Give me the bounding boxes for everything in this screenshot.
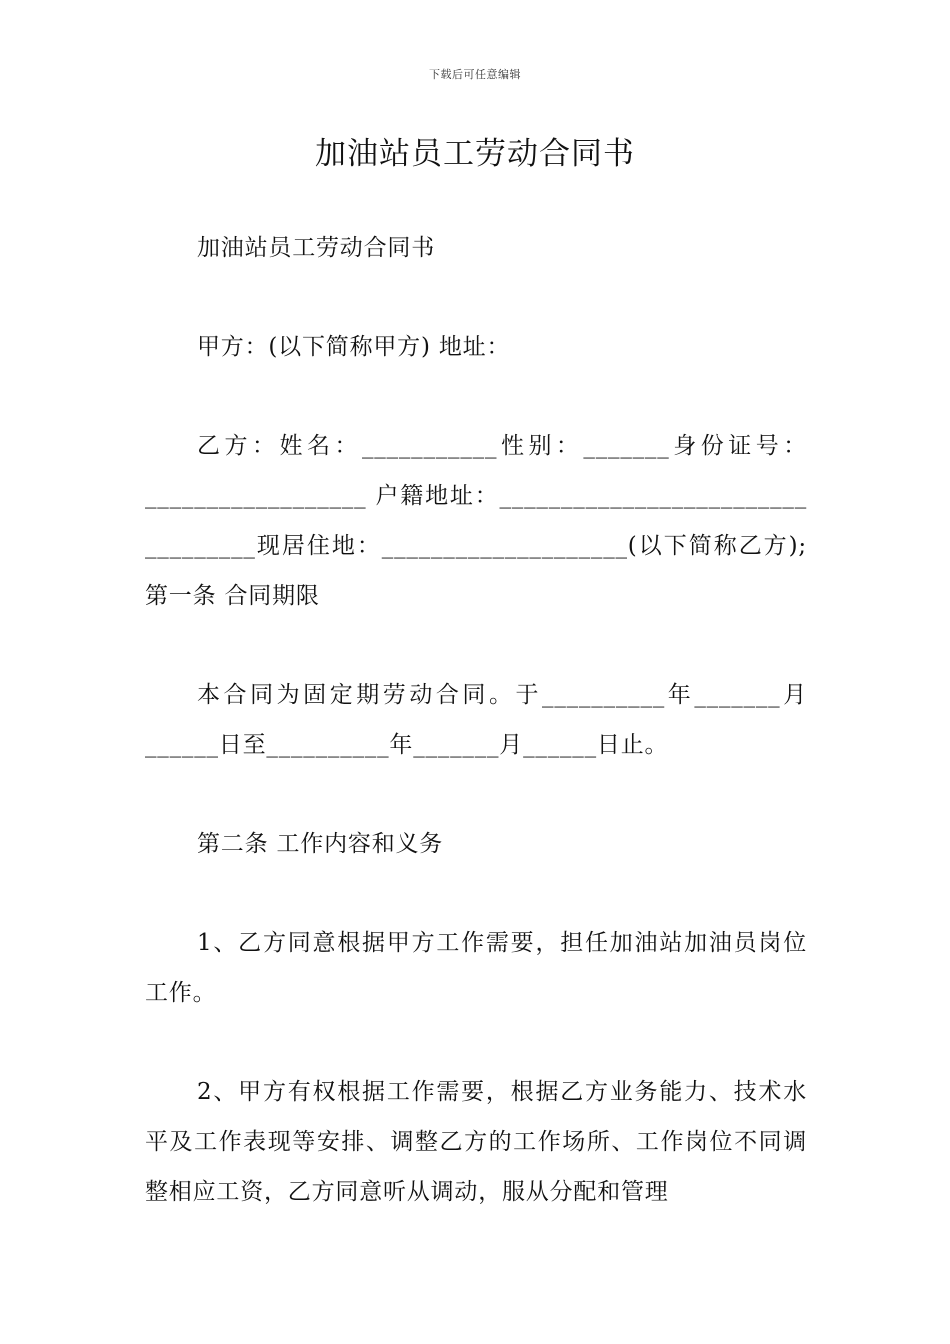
paragraph-party-a: 甲方：(以下简称甲方) 地址： [197,334,511,360]
paragraph-clause-2: 2、甲方有权根据工作需要，根据乙方业务能力、技术水平及工作表现等安排、调整乙方的工作场所、工作岗位不同调整相应工资，乙方同意听从调动，服从分配和管理 [145,1079,807,1205]
paragraph-contract-term: 本合同为固定期劳动合同。于__________年_______月______日至__________年_______月______日止。 [145,682,807,758]
paragraph-party-b: 乙方：姓名：___________性别：_______身份证号：__________________ 户籍地址：_________________________ _________现居住地：____________________(以下简称乙方); 第一条 合同期限 [145,433,807,609]
paragraph-contract-name: 加油站员工劳动合同书 [197,235,435,261]
paragraph-article-two-heading: 第二条 工作内容和义务 [197,831,444,857]
document-title: 加油站员工劳动合同书 [315,136,635,172]
document-body [145,223,807,1266]
header-note: 下载后可任意编辑 [429,68,521,81]
paragraph-clause-1: 1、乙方同意根据甲方工作需要，担任加油站加油员岗位工作。 [145,930,807,1006]
